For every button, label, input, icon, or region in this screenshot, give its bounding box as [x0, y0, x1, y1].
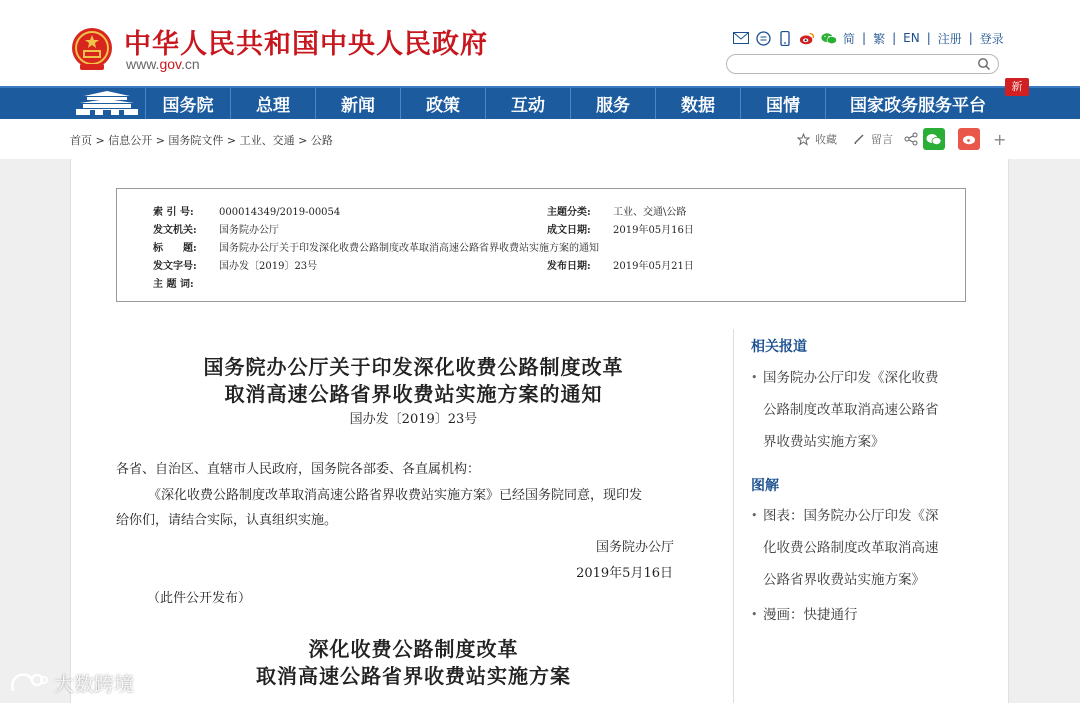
meta-docno-value: 国办发〔2019〕23号 — [219, 261, 318, 272]
comment-link[interactable]: 留言 — [871, 133, 893, 146]
mobile-icon[interactable] — [777, 30, 793, 46]
lang-simplified-link[interactable]: 简 — [843, 31, 856, 46]
graphic-item[interactable] — [751, 599, 961, 631]
meta-issuer-label: 发文机关: — [153, 225, 197, 236]
article-body-line: 《深化收费公路制度改革取消高速公路省界收费站实施方案》已经国务院同意，现印发 — [148, 488, 643, 503]
breadcrumb-bar — [0, 119, 1080, 159]
lang-en-link[interactable]: EN — [903, 31, 920, 45]
graphic-item[interactable] — [751, 500, 961, 596]
document-meta-table — [116, 188, 966, 302]
article-addressee: 各省、自治区、直辖市人民政府，国务院各部委、各直属机构： — [116, 462, 481, 477]
nav-item-data[interactable]: 数据 — [655, 88, 740, 119]
attachment-title-line: 深化收费公路制度改革 — [308, 637, 519, 661]
nav-item-state-council[interactable]: 国务院 — [145, 88, 230, 119]
meta-pubdate-value: 2019年05月21日 — [613, 261, 694, 272]
article-body-line: 给你们，请结合实际，认真组织实施。 — [116, 513, 338, 528]
nav-item-national-info[interactable]: 国情 — [740, 88, 825, 119]
graphic-item-line: 漫画：快捷通行 — [763, 607, 858, 623]
related-report-line: 国务院办公厅印发《深化收费 — [763, 370, 939, 386]
site-header — [0, 0, 1080, 86]
meta-index-value: 000014349/2019-00054 — [219, 207, 341, 218]
meta-index — [153, 203, 340, 218]
url-suffix: .cn — [181, 56, 200, 72]
meta-title-label: 标 题: — [153, 243, 197, 254]
meta-keywords-label: 主 题 词: — [153, 279, 194, 290]
nav-items — [145, 88, 1010, 119]
meta-date-label: 成文日期: — [547, 225, 591, 236]
meta-keywords — [153, 275, 219, 290]
article-signer: 国务院办公厅 — [595, 540, 674, 555]
related-report-item[interactable] — [751, 362, 961, 458]
nav-item-services[interactable]: 服务 — [570, 88, 655, 119]
bullet-icon: • — [751, 371, 758, 384]
meta-topic — [547, 203, 686, 218]
wechat-icon[interactable] — [821, 30, 837, 46]
url-prefix: www. — [126, 56, 160, 72]
url-domain: gov — [159, 56, 181, 72]
wechat-share-icon[interactable] — [923, 128, 945, 150]
content-card — [70, 159, 1009, 703]
article-title-line: 取消高速公路省界收费站实施方案的通知 — [224, 382, 603, 406]
weibo-icon[interactable] — [799, 30, 815, 46]
graphics-heading: 图解 — [751, 478, 779, 494]
meta-pubdate-label: 发布日期: — [547, 261, 591, 272]
site-title[interactable]: 中华人民共和国中央人民政府 — [124, 29, 488, 60]
nav-item-premier[interactable]: 总理 — [230, 88, 315, 119]
related-report-line: 公路制度改革取消高速公路省 — [763, 402, 939, 418]
watermark — [10, 668, 134, 697]
column-divider — [733, 329, 734, 703]
nav-item-interaction[interactable]: 互动 — [485, 88, 570, 119]
meta-docno — [153, 257, 317, 272]
mail-icon[interactable] — [733, 30, 749, 46]
tiananmen-logo-icon[interactable] — [70, 88, 145, 119]
article-title — [161, 354, 666, 408]
bullet-icon: • — [751, 509, 758, 522]
toolbar-separator: | — [862, 31, 867, 45]
national-emblem-icon[interactable] — [70, 26, 114, 72]
meta-index-label: 索 引 号: — [153, 207, 194, 218]
article-title-line: 国务院办公厅关于印发深化收费公路制度改革 — [203, 355, 624, 379]
related-reports-heading: 相关报道 — [751, 339, 807, 355]
pen-icon[interactable] — [852, 132, 866, 146]
site-url[interactable] — [126, 56, 200, 72]
new-badge: 新 — [1005, 78, 1029, 96]
article-doc-number: 国办发〔2019〕23号 — [349, 412, 478, 427]
nav-item-news[interactable]: 新闻 — [315, 88, 400, 119]
login-link[interactable]: 登录 — [979, 31, 1004, 46]
bullet-icon: • — [751, 608, 758, 621]
meta-issuer-value: 国务院办公厅 — [219, 225, 279, 236]
share-icon[interactable] — [904, 132, 918, 146]
meta-title-value: 国务院办公厅关于印发深化收费公路制度改革取消高速公路省界收费站实施方案的通知 — [219, 243, 599, 254]
nav-item-policy[interactable]: 政策 — [400, 88, 485, 119]
main-nav — [0, 80, 1080, 119]
attachment-title — [161, 636, 666, 690]
meta-date — [547, 221, 694, 236]
article-sign-date: 2019年5月16日 — [576, 566, 673, 581]
lang-traditional-link[interactable]: 繁 — [873, 31, 886, 46]
search-icon[interactable] — [977, 57, 991, 71]
meta-topic-value: 工业、交通\公路 — [613, 207, 687, 218]
favorite-link[interactable]: 收藏 — [815, 133, 837, 146]
message-icon[interactable] — [755, 30, 771, 46]
share-bar — [796, 128, 1006, 150]
toolbar-separator: | — [968, 31, 973, 45]
meta-title — [153, 239, 599, 254]
attachment-title-line: 取消高速公路省界收费站实施方案 — [256, 664, 571, 688]
register-link[interactable]: 注册 — [937, 31, 962, 46]
graphic-item-line: 图表：国务院办公厅印发《深 — [763, 508, 939, 524]
related-report-line: 界收费站实施方案》 — [763, 434, 885, 450]
meta-docno-label: 发文字号: — [153, 261, 197, 272]
meta-issuer — [153, 221, 279, 236]
toolbar-separator: | — [892, 31, 897, 45]
weibo-share-icon[interactable] — [958, 128, 980, 150]
meta-date-value: 2019年05月16日 — [613, 225, 694, 236]
star-icon[interactable] — [796, 132, 810, 146]
toolbar-separator: | — [926, 31, 931, 45]
article-public-note: （此件公开发布） — [147, 591, 252, 606]
breadcrumb[interactable]: 首页 > 信息公开 > 国务院文件 > 工业、交通 > 公路 — [70, 134, 333, 147]
graphic-item-line: 公路省界收费站实施方案》 — [763, 572, 925, 588]
meta-topic-label: 主题分类: — [547, 207, 591, 218]
header-toolbar — [733, 28, 1004, 48]
search-input[interactable] — [739, 59, 979, 75]
graphic-item-line: 化收费公路制度改革取消高速 — [763, 540, 939, 556]
more-share-button[interactable]: + — [993, 129, 1007, 149]
search-box — [726, 54, 999, 74]
watermark-logo-icon — [10, 671, 48, 695]
nav-item-gov-service-platform[interactable]: 国家政务服务平台 — [825, 88, 1010, 119]
watermark-text: 大数跨境 — [54, 672, 134, 696]
meta-pubdate — [547, 257, 694, 272]
